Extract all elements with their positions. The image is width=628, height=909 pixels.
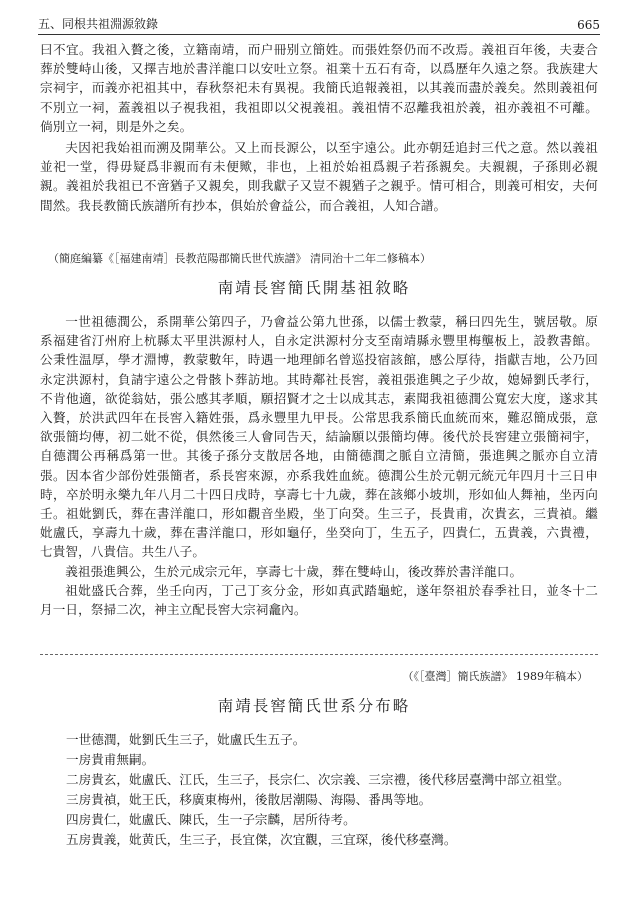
page-number: 665 — [577, 18, 600, 32]
lineage-item: 一房貴甫無嗣。 — [66, 752, 155, 767]
lineage-list — [40, 730, 598, 850]
founder-paragraph: 祖妣盛氏合葬，坐壬向丙，丁己丁亥分金，形如真武踏龜蛇，遂年祭祖於春季社日，並冬十二月一日，祭掃二次，神主立配長窖大宗祠龕內。 — [40, 582, 598, 618]
divider — [40, 654, 598, 655]
founder-paragraph: 一世祖德潤公，系開華公第四子，乃會益公第九世孫，以儒士教蒙，稱曰四先生，號居敬。原系福建省汀州府上杭縣太平里洪源村人，自永定洪源村分支至南靖縣永豐里梅壟板上，設教書館。公秉性温厚，學才淵博，教蒙數年，時遇一地理師名曾巡投宿該館，感公厚待，指獻吉地，公乃回永定洪源村，負請宇遠公之骨骸卜葬訪地。其時鄰社長窖，義祖張進興之子少故，媳婦劉氏孝行，不肯他適，欲從翁姑，張公感其孝順，願招賢才之士以成其志，素聞我祖德潤公寬宏大度，遂求其入贅，於洪武四年在長窖入籍姓張，爲永豐里九甲長。公常思我系簡氏血統而來，難忍簡成張，意欲張簡均傳，初二妣不從，俱然後三人會同告天，結論願以張簡均傳。後代於長窖建立張簡祠宇，自德潤公再稱爲第一世。其後子孫分支散居各地，由簡德潤之脈自立清簡，張進興之脈亦自立清張。因本省少部份姓張簡者，系長窖來源，亦系我姓血統。德潤公生於元朝元統元年四月十三日申時，卒於明永樂九年八月二十四日戌時，享壽七十九歲，葬在該鄉小坡圳，形如仙人舞袖，坐丙向壬。祖妣劉氏，葬在書洋龍口，形如觀音坐殿，坐丁向癸。生三子，長貴甫，次貴玄，三貴禎。繼妣盧氏，享壽九十歲，葬在書洋龍口，形如龜仔，坐癸向丁，生五子，四貴仁，五貴義，六貴禮，七貴智，八貴信。共生八子。 — [40, 314, 598, 560]
lineage-item: 四房貴仁，妣盧氏、陳氏，生一子宗麟，居所待考。 — [66, 812, 356, 827]
intro-paragraph: 曰不宜。我祖入贅之後，立籍南靖，而户冊别立簡姓。而張姓祭仍而不改焉。義祖百年後，夫妻合葬於雙峙山後，又擇吉地於書洋龍口以安吐立祭。祖業十五石有奇，以爲歷年久遠之祭。我族建大宗祠宇，而義亦祀祖其中，春秋祭祀未有異視。我簡氏追報義祖，以其義而盡於義矣。然則義祖何不別立一祠，蓋義祖以子視我祖，我祖即以父視義祖。義祖情不忍離我祖於義，祖亦義祖不可離。倘別立一祠，則是外之矣。 — [40, 42, 598, 134]
lineage-item: 五房貴義，妣黄氏，生三子，長宜傑，次宜觀，三宜琛，後代移臺灣。 — [66, 832, 457, 847]
founder-paragraph: 義祖張進興公，生於元成宗元年，享壽七十歲，葬在雙峙山，後改葬於書洋龍口。 — [65, 563, 523, 579]
section-founder-text — [40, 312, 598, 619]
intro-text — [40, 40, 598, 215]
section-title-lineage: 南靖長窖簡氏世系分布略 — [217, 697, 411, 715]
lineage-item: 三房貴禎，妣王氏，移廣東梅州，後散居潮陽、海陽、番禺等地。 — [66, 792, 432, 807]
section-title: 五、同根共祖淵源敘錄 — [38, 17, 159, 31]
section-title-founder: 南靖長窖簡氏開基祖敘略 — [217, 279, 411, 297]
running-header — [38, 12, 600, 35]
source-citation-2: （《［臺灣］簡氏族譜》 1989年稿本） — [402, 670, 588, 683]
intro-paragraph: 夫因祀我始祖而溯及開華公。又上而長源公，以至宇遠公。此亦朝廷追封三代之意。然以義祖並祀一堂，得毋疑爲非親而有未便歟，非也，上祖於始祖爲親子若孫親矣。夫親親，子孫則必親親。義祖於我祖已不啻猶子又親矣，則我獻子又豈不親猶子之親乎。情可相合，則義可相安，夫何間然。我長教簡氏族譜所有抄本，俱始於會益公，而合義祖，人知合譜。 — [40, 140, 598, 213]
source-citation-1: （簡庭編纂《［福建南靖］長教范陽郡簡氏世代族譜》 清同治十二年二修稿本） — [48, 252, 431, 265]
lineage-item: 一世德潤，妣劉氏生三子，妣盧氏生五子。 — [66, 732, 306, 747]
lineage-item: 二房貴玄，妣盧氏、江氏，生三子，長宗仁、次宗義、三宗禮，後代移居臺灣中部立祖堂。 — [66, 772, 570, 787]
